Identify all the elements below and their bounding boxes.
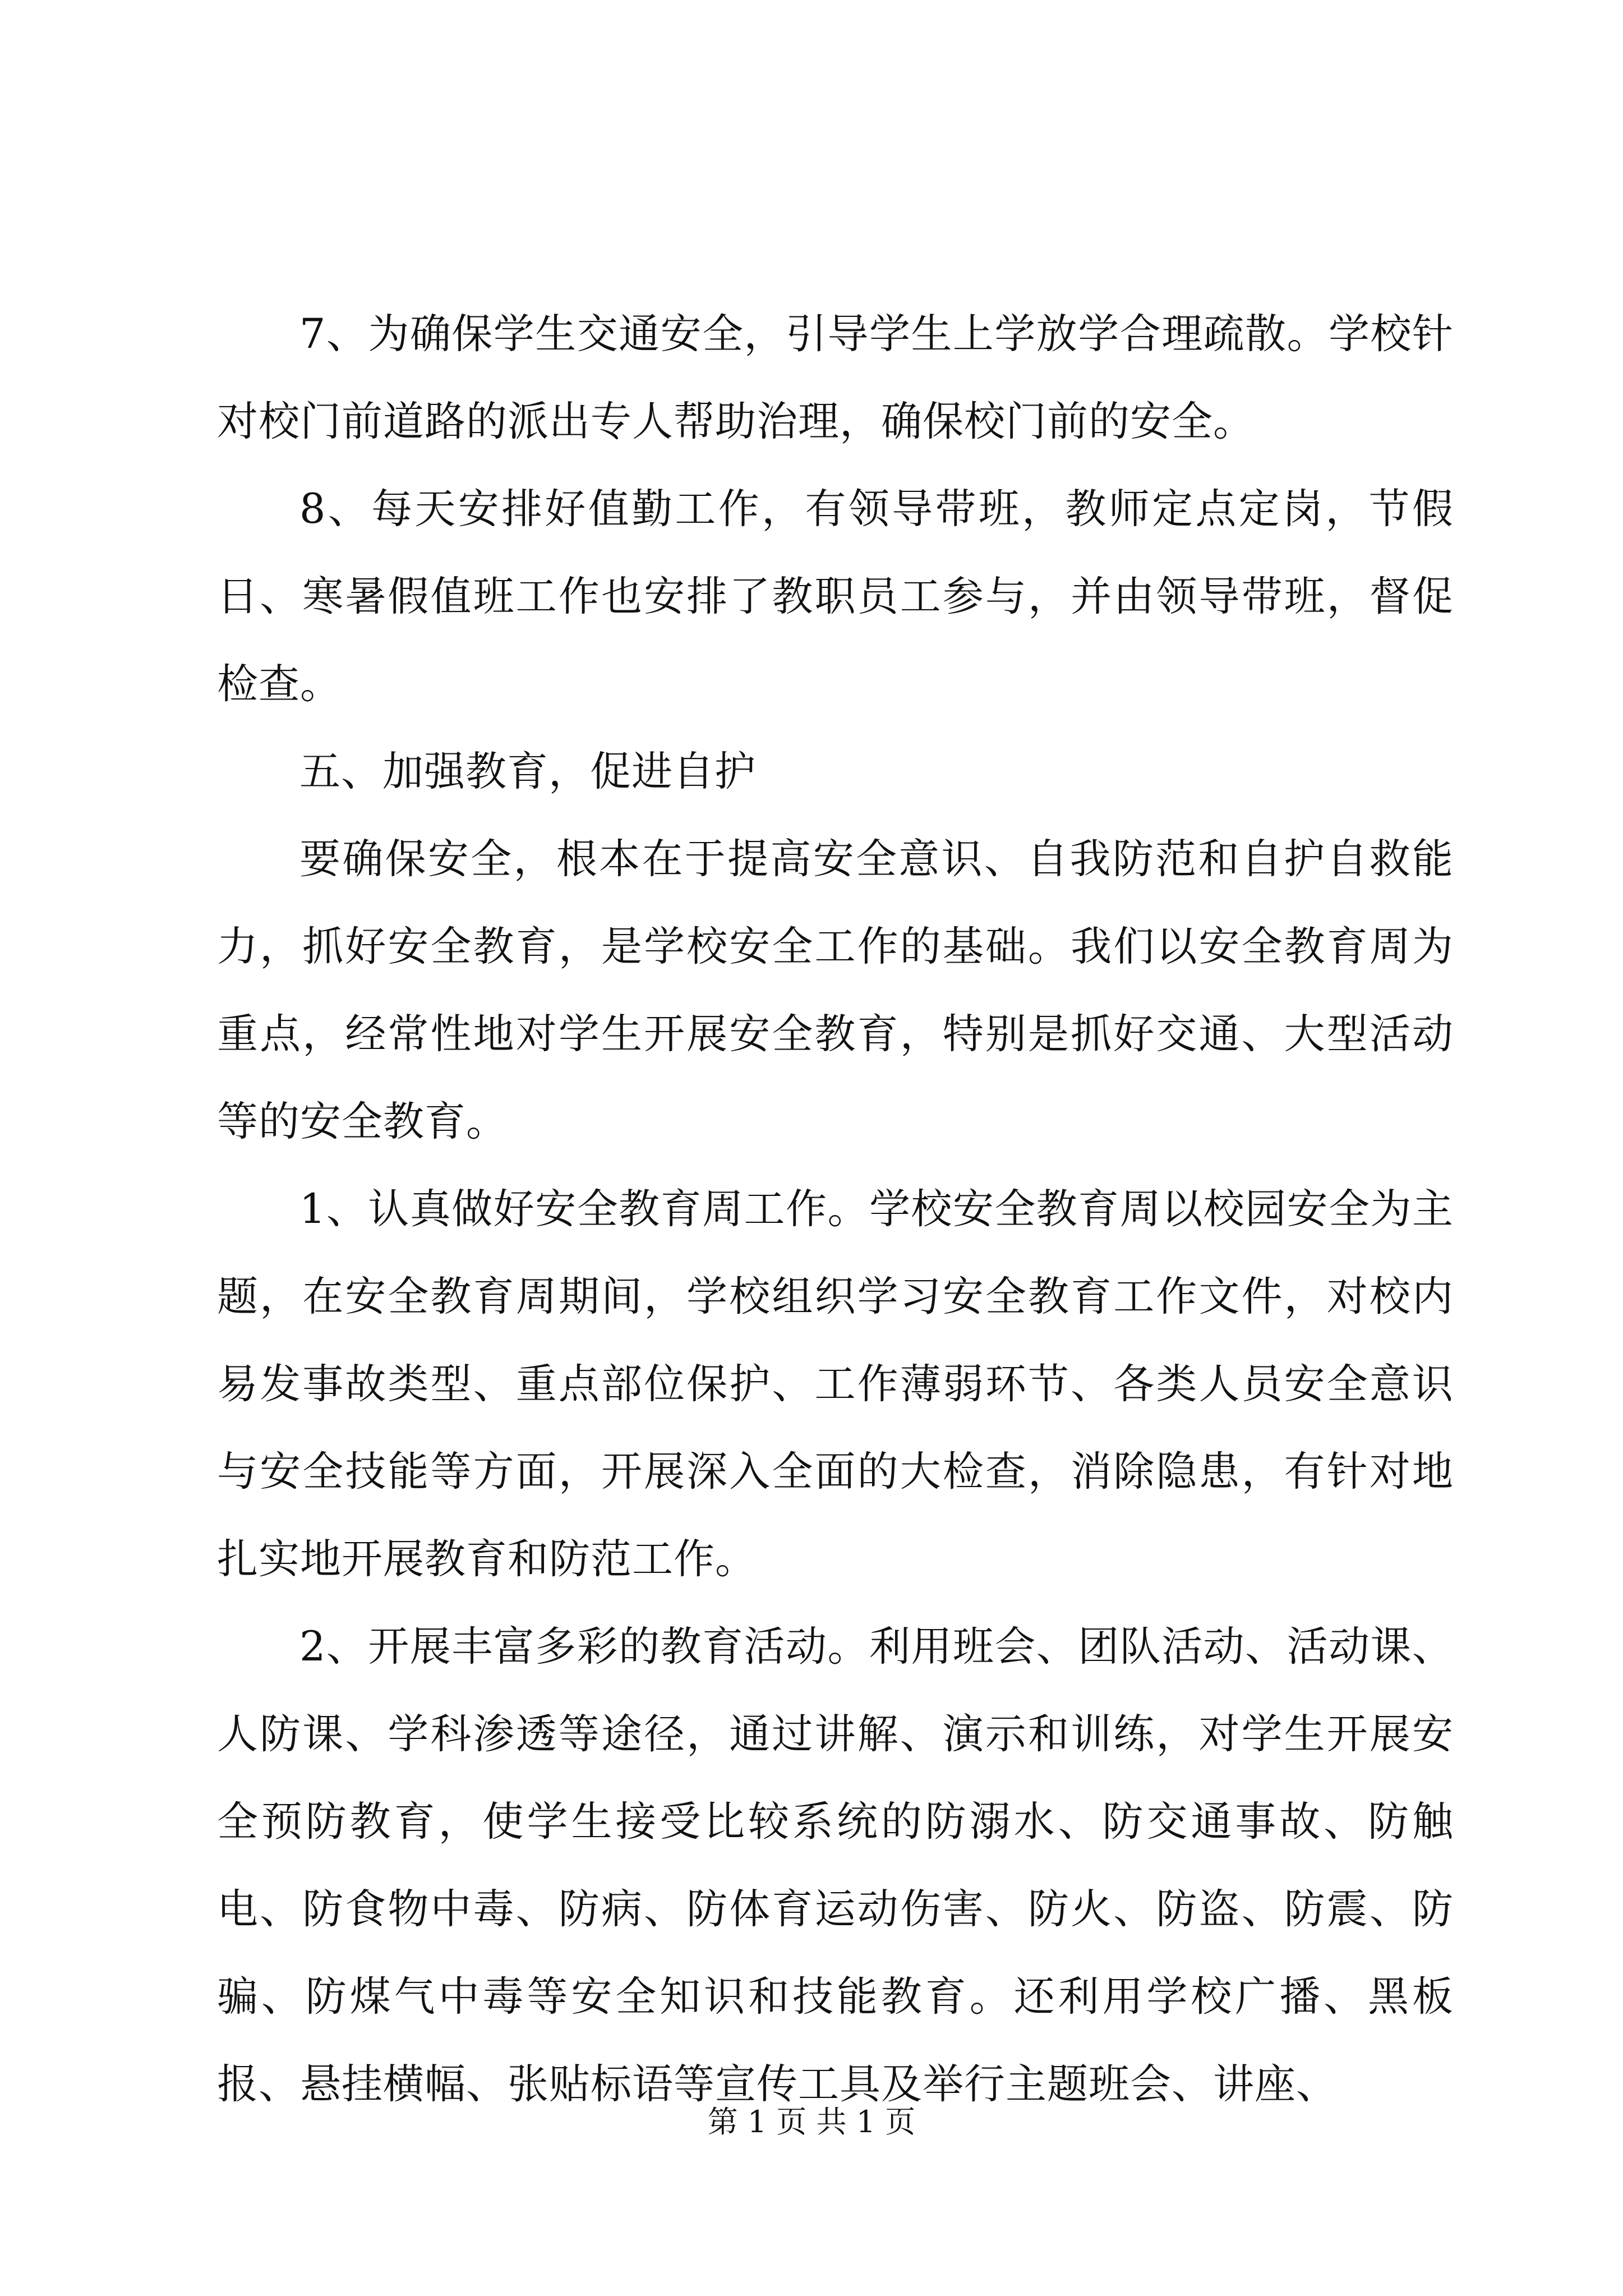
paragraph-item-2: 2、开展丰富多彩的教育活动。利用班会、团队活动、活动课、人防课、学科渗透等途径，通过讲解、演示和训练，对学生开展安全预防教育，使学生接受比较系统的防溺水、防交通事故、防触电、防食物中毒、防病、防体育运动伤害、防火、防盗、防震、防骗、防煤气中毒等安全知识和技能教育。还利用学校广播、黑板报、悬挂横幅、张贴标语等宣传工具及举行主题班会、讲座、: [217, 1623, 1454, 2108]
paragraph-item-7: 7、为确保学生交通安全，引导学生上学放学合理疏散。学校针对校门前道路的派出专人帮助治理，确保校门前的安全。: [217, 310, 1454, 445]
document-body: [217, 291, 1454, 2128]
paragraph-intro: 要确保安全，根本在于提高安全意识、自我防范和自护自救能力，抓好安全教育，是学校安全工作的基础。我们以安全教育周为重点，经常性地对学生开展安全教育，特别是抓好交通、大型活动等的安全教育。: [217, 835, 1454, 1145]
section-heading: 五、加强教育，促进自护: [299, 748, 756, 795]
page-footer: 第 1 页 共 1 页: [707, 2104, 916, 2139]
paragraph-item-1: 1、认真做好安全教育周工作。学校安全教育周以校园安全为主题，在安全教育周期间，学校组织学习安全教育工作文件，对校内易发事故类型、重点部位保护、工作薄弱环节、各类人员安全意识与安全技能等方面，开展深入全面的大检查，消除隐患，有针对地扎实地开展教育和防范工作。: [217, 1185, 1454, 1583]
paragraph-item-8: 8、每天安排好值勤工作，有领导带班，教师定点定岗，节假日、寒暑假值班工作也安排了教职员工参与，并由领导带班，督促检查。: [217, 485, 1454, 708]
